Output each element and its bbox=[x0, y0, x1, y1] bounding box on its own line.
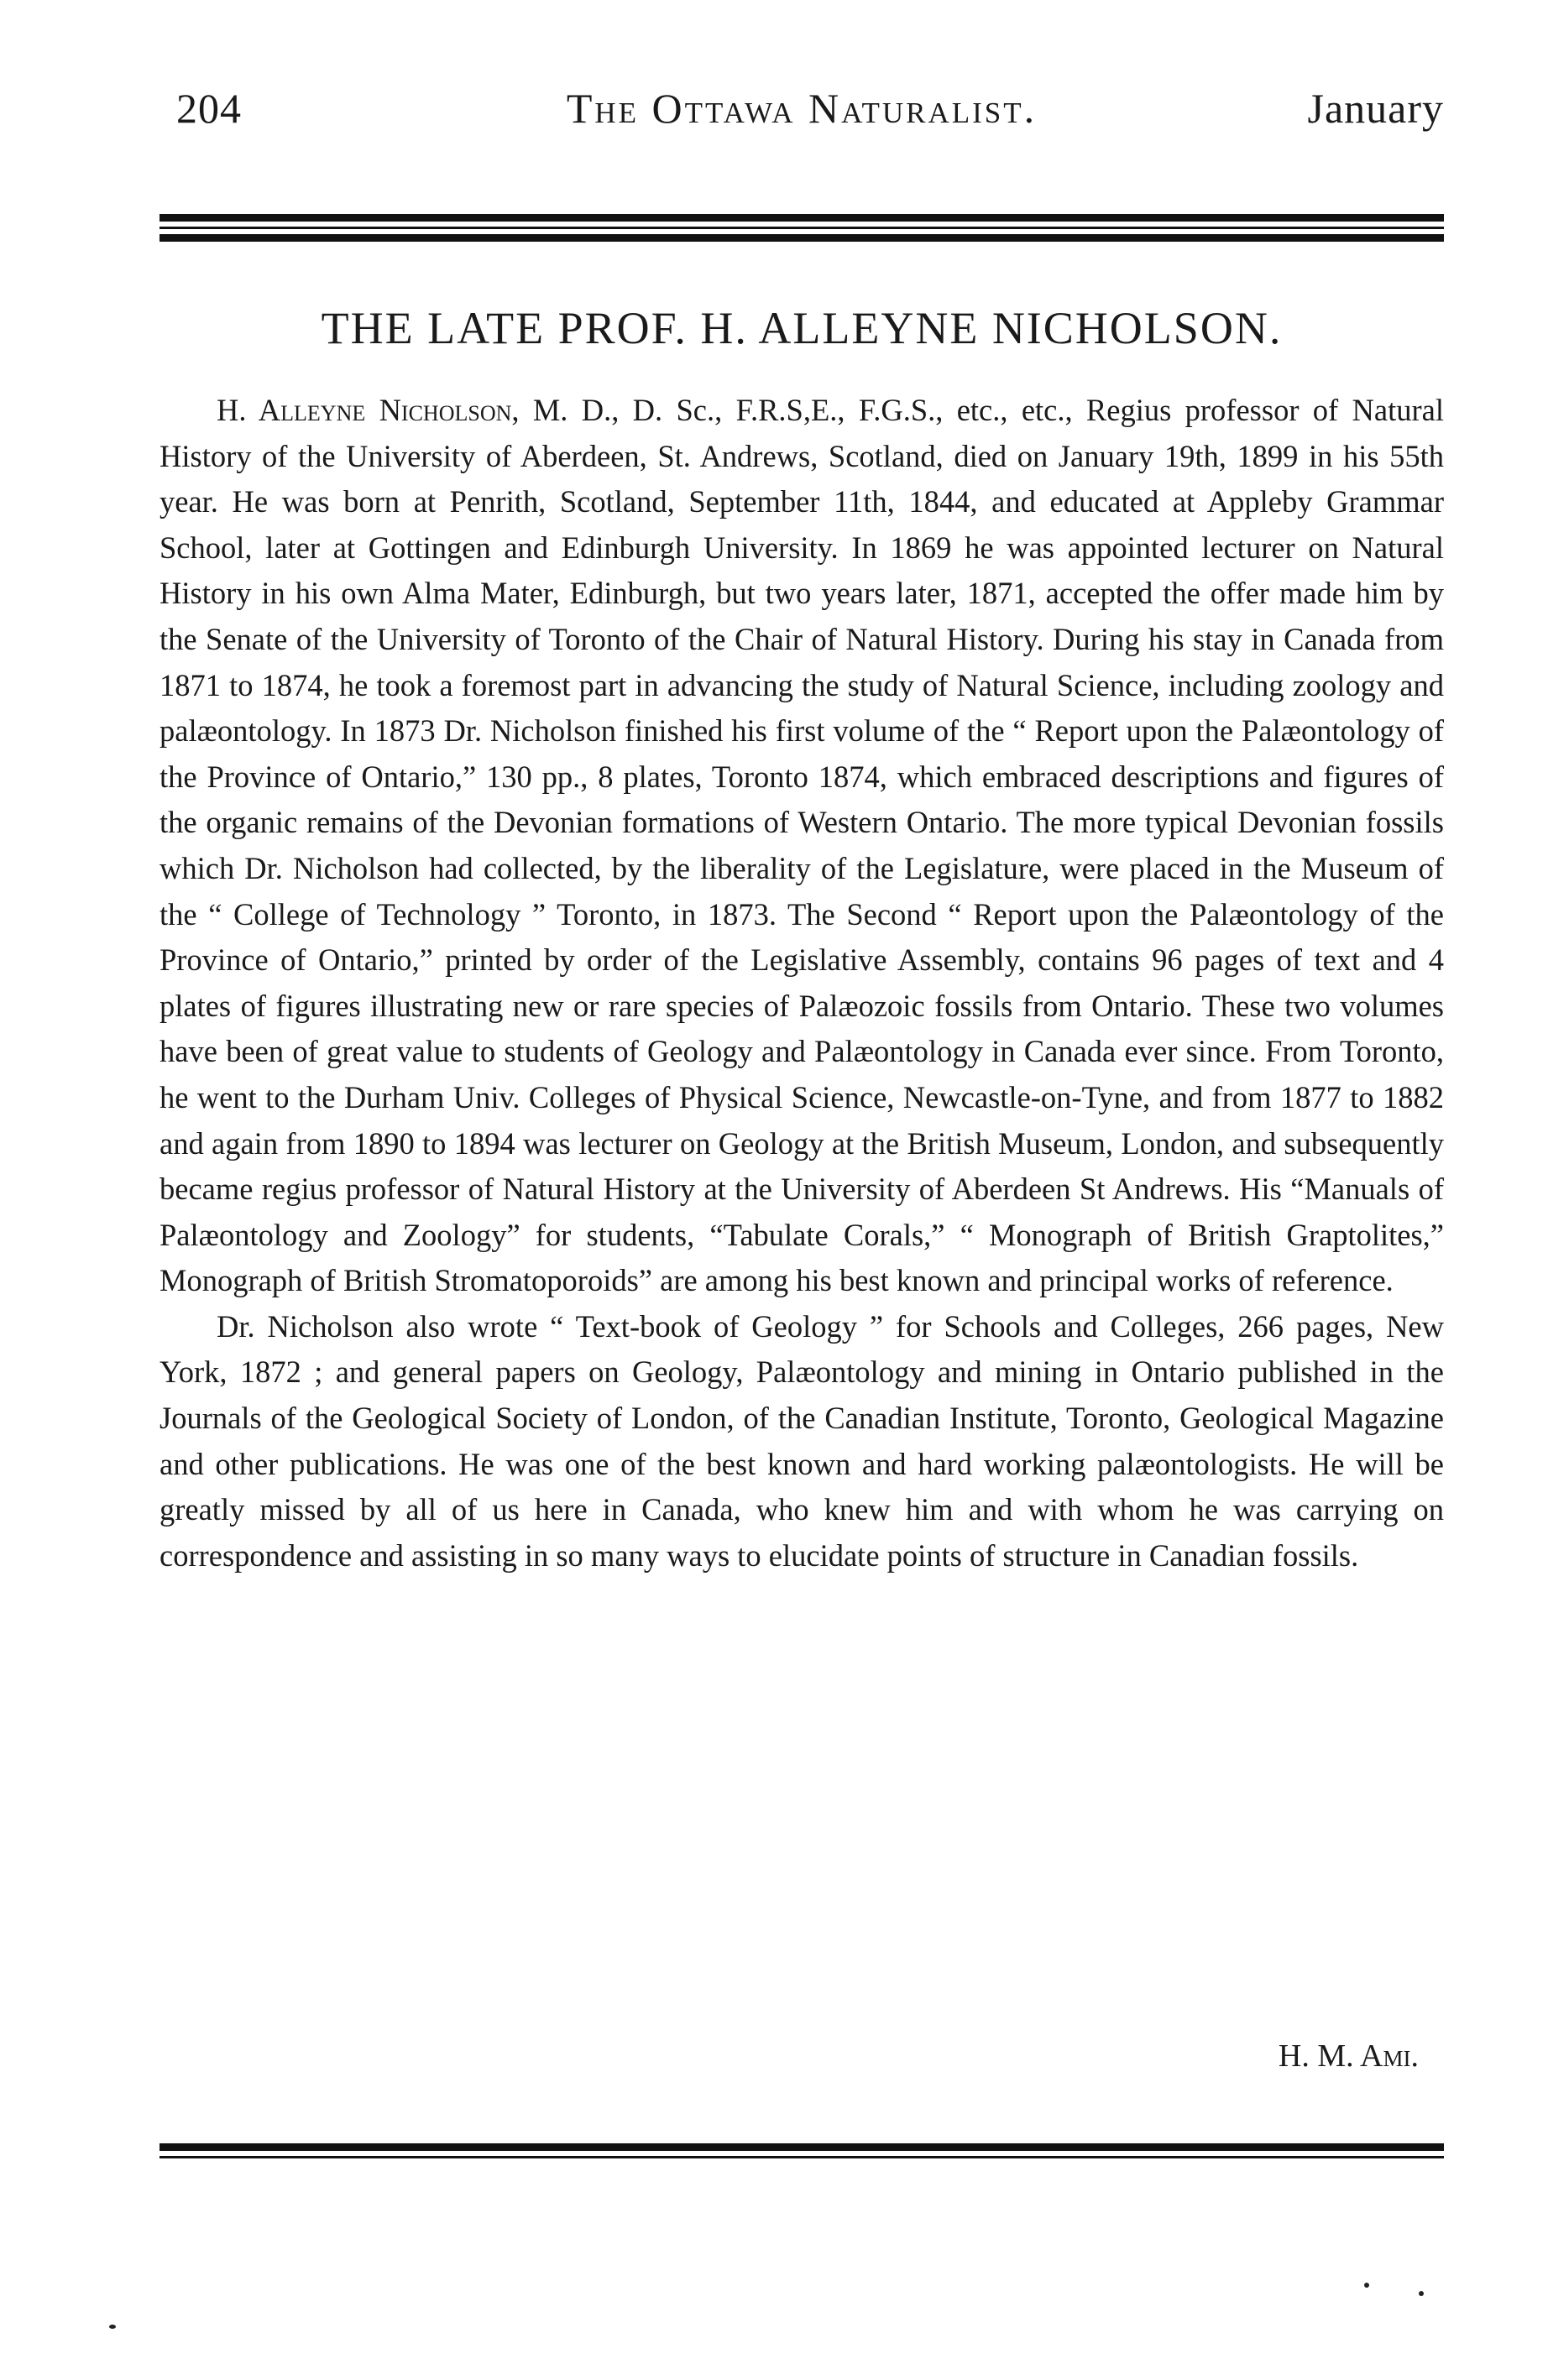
header-double-rule bbox=[160, 214, 1444, 242]
running-head bbox=[160, 84, 1444, 143]
paragraph-2: Dr. Nicholson also wrote “ Text-book of Geology ” for Schools and Colleges, 266 pages, New York, 1872 ; and general papers on Geology, Palæontology and mining in Ontario published in the Journals of the Geological Society of London, of the Canadian Institute, Toronto, Geological Magazine and other publications. He was one of the best known and hard working palæontologists. He will be greatly missed by all of us here in Canada, who knew him and with whom he was carrying on correspondence and assisting in so many ways to elucidate points of structure in Canadian fossils. bbox=[160, 1308, 1444, 1573]
scan-speck bbox=[1364, 2283, 1369, 2288]
page-number: 204 bbox=[176, 85, 242, 132]
header-rule-thick bbox=[160, 214, 1444, 222]
footer-double-rule bbox=[160, 2143, 1444, 2158]
opening-name: H. Alleyne Nicholson bbox=[217, 393, 512, 427]
issue-month: January bbox=[1307, 85, 1444, 132]
footer-rule-thick bbox=[160, 2143, 1444, 2151]
journal-title: The Ottawa Naturalist. bbox=[566, 85, 1038, 132]
article-body bbox=[160, 388, 1444, 1579]
paragraph-1 bbox=[160, 388, 1444, 1304]
paragraph-1-text: , M. D., D. Sc., F.R.S,E., F.G.S., etc., etc., Regius professor of Natural History of the University of Aberdeen, St. Andrews, Scotland, died on January 19th, 1899 in his 55th year. He was born at Penrith, Scotland, September 11th, 1844, and educated at Appleby Grammar School, later at Gottingen and Edinburgh University. In 1869 he was appointed lecturer on Natural History in his own Alma Mater, Edinburgh, but two years later, 1871, accepted the offer made him by the Senate of the University of Toronto of the Chair of Natural History. During his stay in Canada from 1871 to 1874, he took a foremost part in advancing the study of Natural Science, including zoology and palæontology. In 1873 Dr. Nicholson finished his first volume of the “ Report upon the Palæontology of the Province of Ontario,” 130 pp., 8 plates, Toronto 1874, which embraced descriptions and figures of the organic remains of the Devonian formations of Western Ontario. The more typical Devonian fossils which Dr. Nicholson had collected, by the liberality of the Legislature, were placed in the Museum of the “ College of Technology ” Toronto, in 1873. The Second “ Report upon the Palæontology of the Province of Ontario,” printed by order of the Legislative Assembly, contains 96 pages of text and 4 plates of figures illustrating new or rare species of Palæozoic fossils from Ontario. These two volumes have been of great value to students of Geology and Palæontology in Canada ever since. From Toronto, he went to the Durham Univ. Colleges of Physical Science, Newcastle-on-Tyne, and from 1877 to 1882 and again from 1890 to 1894 was lecturer on Geology at the British Museum, London, and subsequently became regius professor of Natural History at the University of Aberdeen St Andrews. His “Manuals of Palæontology and Zoology” for students, “Tabulate Corals,” “ Monograph of British Graptolites,” Monograph of British Stromatoporoids” are among his best known and principal works of reference. bbox=[160, 393, 1444, 1298]
footer-rule-thin bbox=[160, 2156, 1444, 2158]
scan-speck bbox=[109, 2325, 116, 2329]
author-signature: H. M. Ami. bbox=[1278, 2038, 1419, 2074]
scan-speck bbox=[1419, 2291, 1424, 2296]
header-rule-thick-2 bbox=[160, 234, 1444, 242]
article-title: THE LATE PROF. H. ALLEYNE NICHOLSON. bbox=[321, 303, 1283, 353]
